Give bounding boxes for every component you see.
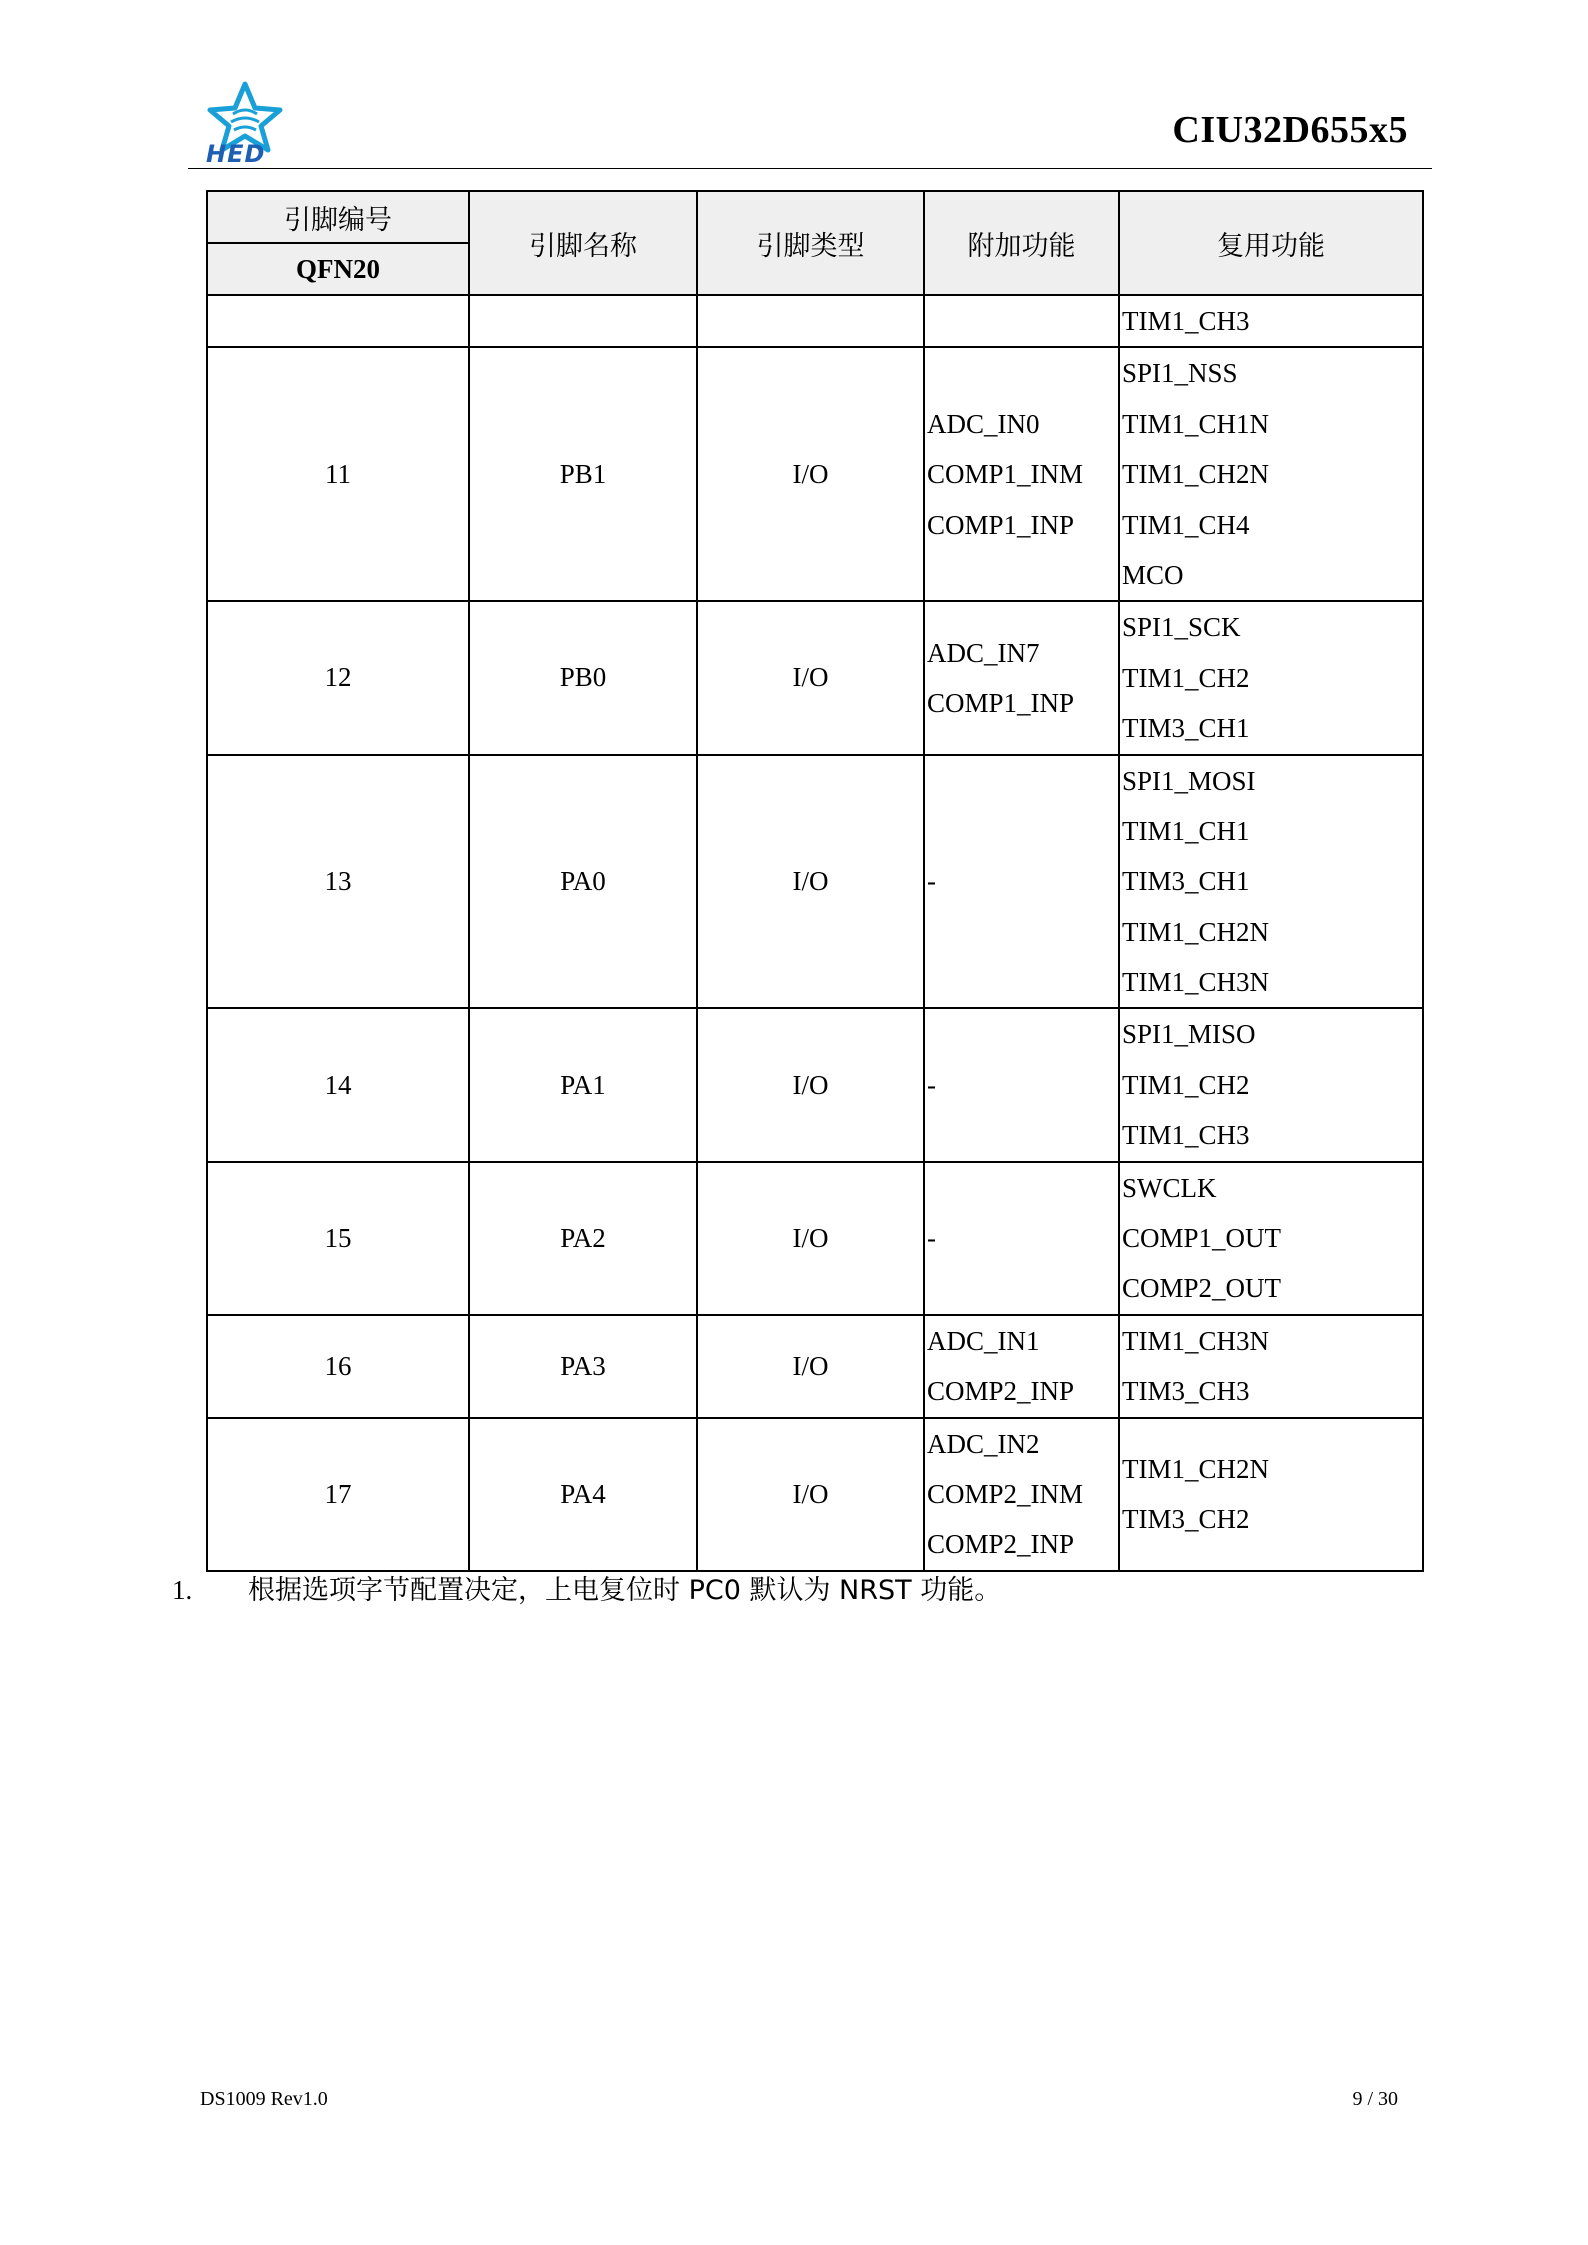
cell-pin-name: PA2 bbox=[469, 1162, 697, 1315]
table-row bbox=[207, 1315, 1423, 1418]
cell-pin-type: I/O bbox=[697, 755, 924, 1009]
cell-pin-type: I/O bbox=[697, 1162, 924, 1315]
document-title: CIU32D655x5 bbox=[1172, 109, 1408, 151]
header-alternate-function: 复用功能 bbox=[1119, 191, 1423, 295]
cell-pin-type: I/O bbox=[697, 347, 924, 601]
alternate-function-item: TIM1_CH1 bbox=[1122, 815, 1250, 846]
alternate-function-item: SPI1_MISO bbox=[1122, 1019, 1256, 1050]
additional-function-item: ADC_IN0 bbox=[927, 408, 1040, 439]
additional-function-item: COMP2_INM bbox=[927, 1478, 1084, 1509]
cell-alternate bbox=[1119, 1418, 1423, 1571]
alternate-function-item: TIM1_CH3N bbox=[1122, 1325, 1269, 1356]
header-additional-function: 附加功能 bbox=[924, 191, 1119, 295]
header-pin-type: 引脚类型 bbox=[697, 191, 924, 295]
cell-alternate bbox=[1119, 755, 1423, 1009]
alternate-function-item: SWCLK bbox=[1122, 1172, 1217, 1203]
cell-additional bbox=[924, 601, 1119, 754]
alternate-function-item: TIM1_CH1N bbox=[1122, 408, 1269, 439]
additional-function-item: COMP2_INP bbox=[927, 1529, 1075, 1560]
cell-pin-number: 13 bbox=[207, 755, 469, 1009]
alternate-function-item: COMP2_OUT bbox=[1122, 1273, 1282, 1304]
alternate-function-item: TIM1_CH3 bbox=[1122, 306, 1250, 336]
alternate-function-item: MCO bbox=[1122, 559, 1184, 590]
header-package: QFN20 bbox=[207, 243, 469, 295]
cell-pin-type: I/O bbox=[697, 1418, 924, 1571]
cell-additional bbox=[924, 1008, 1119, 1161]
additional-function-item: ADC_IN2 bbox=[927, 1428, 1040, 1459]
alternate-function-item: TIM3_CH1 bbox=[1122, 713, 1250, 744]
cell-additional bbox=[924, 1162, 1119, 1315]
cell-pin-number: 15 bbox=[207, 1162, 469, 1315]
alternate-function-item: TIM3_CH2 bbox=[1122, 1504, 1250, 1535]
cell-pin-number: 14 bbox=[207, 1008, 469, 1161]
table-row bbox=[207, 1162, 1423, 1315]
header-pin-number: 引脚编号 bbox=[207, 191, 469, 243]
additional-function-item: ADC_IN7 bbox=[927, 637, 1040, 668]
cell-pin-number: 16 bbox=[207, 1315, 469, 1418]
logo-text: HED bbox=[206, 140, 266, 168]
header-divider bbox=[188, 168, 1432, 169]
alternate-function-item: TIM1_CH3 bbox=[1122, 1120, 1250, 1151]
footer-page-number: 9 / 30 bbox=[1352, 2088, 1398, 2110]
footnote bbox=[172, 1568, 1001, 1607]
cell-pin-type: I/O bbox=[697, 1008, 924, 1161]
cell-alternate bbox=[1119, 1162, 1423, 1315]
hed-logo bbox=[200, 78, 290, 168]
footnote-text: 根据选项字节配置决定，上电复位时 PC0 默认为 NRST 功能。 bbox=[248, 1575, 1002, 1606]
cell-alternate bbox=[1119, 1008, 1423, 1161]
cell-pin-name: PB0 bbox=[469, 601, 697, 754]
cell-pin-number: 12 bbox=[207, 601, 469, 754]
additional-function-item: - bbox=[927, 866, 936, 897]
pin-table bbox=[206, 190, 1424, 1572]
table-row bbox=[207, 1418, 1423, 1571]
cell-pin-name: PA3 bbox=[469, 1315, 697, 1418]
cell-pin-number: 17 bbox=[207, 1418, 469, 1571]
alternate-function-item: TIM1_CH2N bbox=[1122, 459, 1269, 490]
alternate-function-item: TIM1_CH2 bbox=[1122, 1069, 1250, 1100]
cell-additional bbox=[924, 1418, 1119, 1571]
alternate-function-item: COMP1_OUT bbox=[1122, 1223, 1282, 1254]
cell-empty bbox=[697, 295, 924, 347]
additional-function-item: COMP1_INM bbox=[927, 459, 1084, 490]
cell-empty bbox=[469, 295, 697, 347]
cell-additional bbox=[924, 347, 1119, 601]
cell-pin-name: PA0 bbox=[469, 755, 697, 1009]
alternate-function-item: SPI1_SCK bbox=[1122, 612, 1241, 643]
cell-pin-name: PA4 bbox=[469, 1418, 697, 1571]
cell-empty bbox=[924, 295, 1119, 347]
additional-function-item: COMP1_INP bbox=[927, 509, 1075, 540]
alternate-function-item: TIM3_CH1 bbox=[1122, 866, 1250, 897]
additional-function-item: - bbox=[927, 1223, 936, 1254]
table-row bbox=[207, 1008, 1423, 1161]
cell-alternate bbox=[1119, 601, 1423, 754]
cell-pin-number: 11 bbox=[207, 347, 469, 601]
alternate-function-item: SPI1_NSS bbox=[1122, 358, 1238, 389]
cell-alternate bbox=[1119, 347, 1423, 601]
alternate-function-item: TIM1_CH4 bbox=[1122, 509, 1250, 540]
additional-function-item: ADC_IN1 bbox=[927, 1325, 1040, 1356]
alternate-function-item: SPI1_MOSI bbox=[1122, 765, 1256, 796]
cell-alternate bbox=[1119, 295, 1423, 347]
additional-function-item: COMP2_INP bbox=[927, 1376, 1075, 1407]
cell-pin-type: I/O bbox=[697, 601, 924, 754]
additional-function-item: COMP1_INP bbox=[927, 687, 1075, 718]
header-pin-name: 引脚名称 bbox=[469, 191, 697, 295]
alternate-function-item: TIM1_CH3N bbox=[1122, 967, 1269, 998]
cell-pin-type: I/O bbox=[697, 1315, 924, 1418]
cell-pin-name: PA1 bbox=[469, 1008, 697, 1161]
alternate-function-item: TIM1_CH2N bbox=[1122, 916, 1269, 947]
table-row bbox=[207, 347, 1423, 601]
table-row bbox=[207, 601, 1423, 754]
additional-function-item: - bbox=[927, 1069, 936, 1100]
table-row-continued bbox=[207, 295, 1423, 347]
alternate-function-item: TIM1_CH2 bbox=[1122, 662, 1250, 693]
cell-additional bbox=[924, 755, 1119, 1009]
footnote-number: 1. bbox=[172, 1575, 193, 1605]
table-row bbox=[207, 755, 1423, 1009]
cell-additional bbox=[924, 1315, 1119, 1418]
alternate-function-item: TIM1_CH2N bbox=[1122, 1453, 1269, 1484]
cell-pin-name: PB1 bbox=[469, 347, 697, 601]
cell-empty bbox=[207, 295, 469, 347]
footer-doc-id: DS1009 Rev1.0 bbox=[200, 2088, 328, 2110]
cell-alternate bbox=[1119, 1315, 1423, 1418]
alternate-function-item: TIM3_CH3 bbox=[1122, 1376, 1250, 1407]
